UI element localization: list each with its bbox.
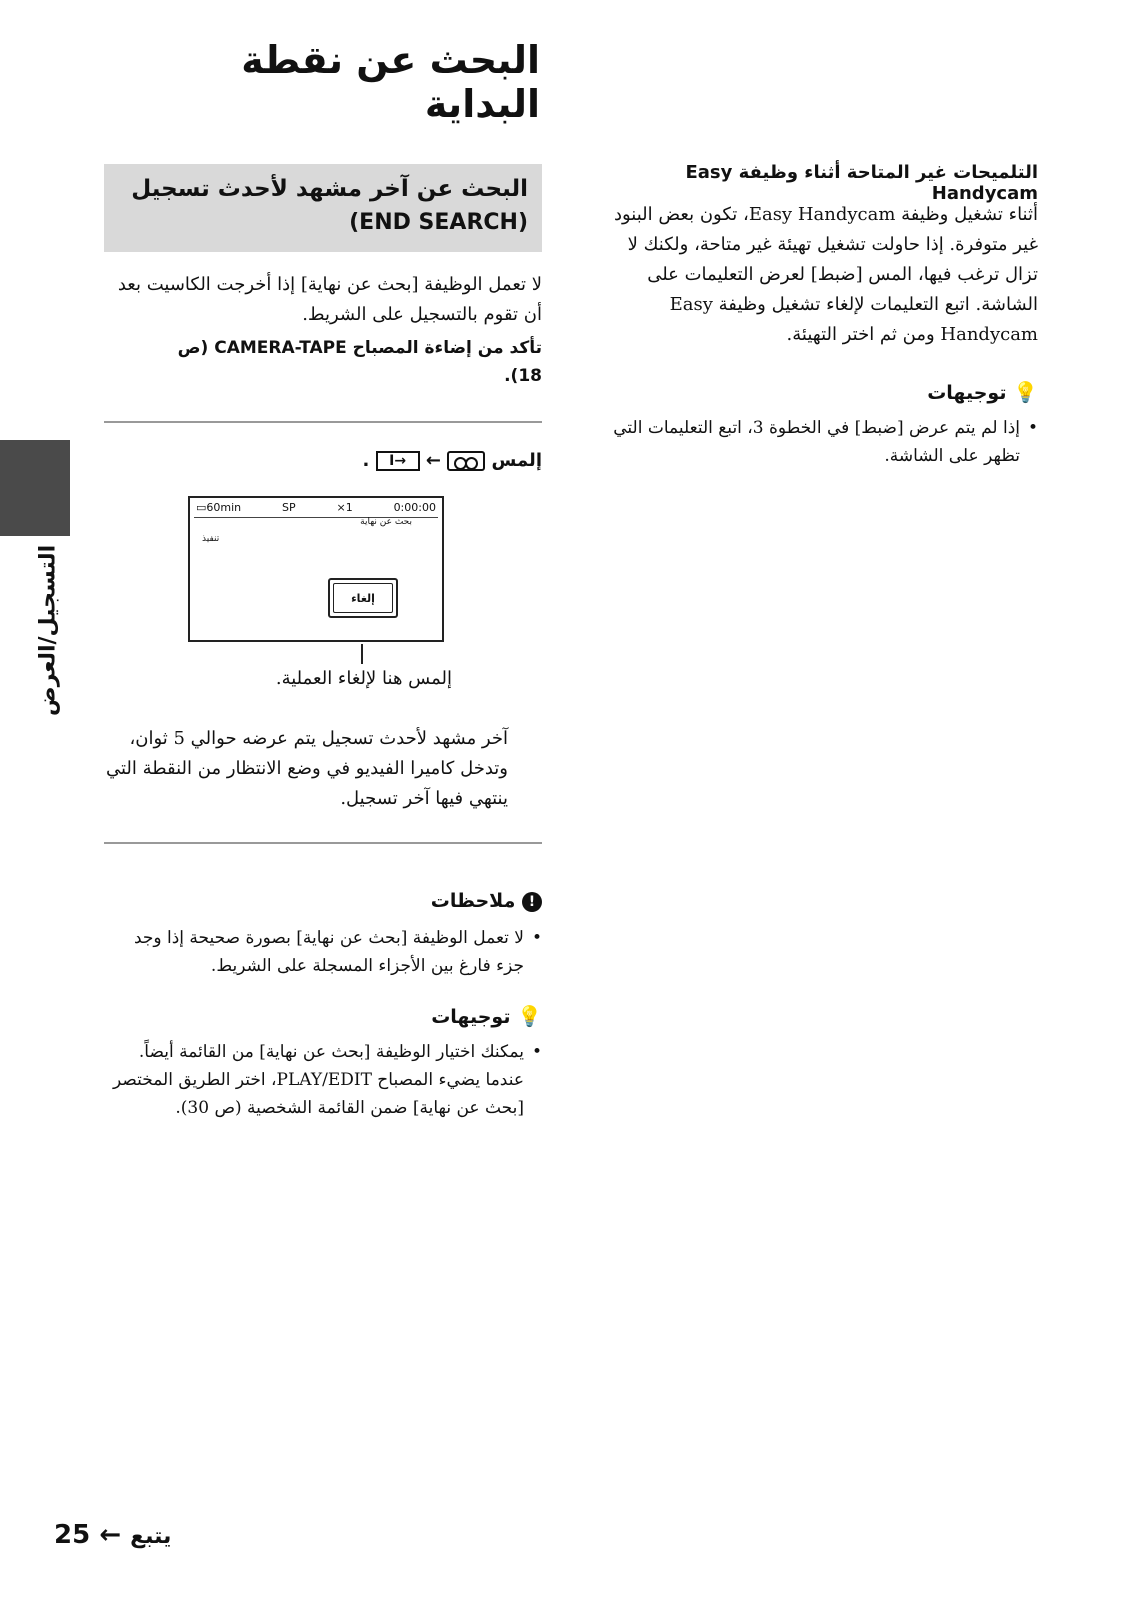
lcd-screen-illustration xyxy=(188,496,444,642)
end-search-result: آخر مشهد لأحدث تسجيل يتم عرضه حوالي 5 ثوان، وتدخل كاميرا الفيديو في وضع الانتظار من النقطة التي ينتهي فيها آخر تسجيل. xyxy=(105,728,508,809)
notes-heading-row xyxy=(104,890,542,912)
easy-handycam-heading: التلميحات غير المتاحة أثناء وظيفة Easy Handycam xyxy=(685,162,1038,204)
page-number: 25 xyxy=(54,1520,91,1550)
lcd-status-bar xyxy=(196,501,436,515)
callout-line xyxy=(361,644,363,664)
right-tips-heading-row xyxy=(608,380,1038,404)
end-search-intro: لا تعمل الوظيفة [بحث عن نهاية] إذا أخرجت الكاسيت بعد أن تقوم بالتسجيل على الشريط. xyxy=(117,274,542,325)
confirm-lamp-line1: تأكد من إضاءة المصباح CAMERA-TAPE (ص xyxy=(177,338,542,358)
tip-item: • إذا لم يتم عرض [ضبط] في الخطوة 3، اتبع التعليمات التي تظهر على الشاشة. xyxy=(608,414,1038,470)
right-tips-heading: توجيهات xyxy=(927,382,1007,404)
warning-icon: ! xyxy=(522,892,542,912)
end-search-title: البحث عن آخر مشهد لأحدث تسجيل xyxy=(131,176,528,202)
end-search-icon: →I xyxy=(376,451,420,471)
divider xyxy=(104,842,542,844)
divider xyxy=(104,421,542,423)
confirm-lamp-line2: 18). xyxy=(504,366,542,386)
sp-indicator: SP xyxy=(282,501,296,514)
tips-heading-row xyxy=(104,1004,542,1028)
arrow-icon: ← xyxy=(425,450,441,471)
confirm-lamp-note xyxy=(104,334,542,390)
lcd-cancel-button[interactable]: إلغاء xyxy=(328,578,398,618)
end-search-subtitle: (END SEARCH) xyxy=(349,210,528,235)
lcd-exec-label: تنفيذ xyxy=(202,534,220,544)
tips-list xyxy=(104,1038,542,1122)
lightbulb-icon: 💡 xyxy=(517,1004,542,1028)
tape-icon xyxy=(447,451,485,471)
touch-prefix: إلمس xyxy=(491,450,542,471)
section-label: التسجيل/العرض xyxy=(35,544,61,716)
lcd-header: بحث عن نهاية xyxy=(360,517,412,527)
time-counter: 0:00:00 xyxy=(393,501,436,514)
speed-indicator: ×1 xyxy=(336,501,353,514)
cancel-caption: إلمس هنا لإلغاء العملية. xyxy=(275,668,452,689)
notes-heading: ملاحظات xyxy=(430,890,516,912)
page-title: البحث عن نقطة البداية xyxy=(241,38,540,126)
lightbulb-icon: 💡 xyxy=(1013,380,1038,404)
section-tab xyxy=(0,440,70,536)
continue-arrow-icon: ← xyxy=(99,1520,122,1550)
touch-period: . xyxy=(362,450,370,471)
page-footer xyxy=(54,1520,171,1550)
tip-item: • يمكنك اختيار الوظيفة [بحث عن نهاية] من القائمة أيضاً. عندما يضيء المصباح PLAY/EDIT، اختر الطريق المختصر [بحث عن نهاية] ضمن القائمة الشخصية (ص 30). xyxy=(104,1038,542,1122)
end-search-heading-box xyxy=(104,164,542,252)
easy-handycam-body: أثناء تشغيل وظيفة Easy Handycam، تكون بعض البنود غير متوفرة. إذا حاولت تشغيل تهيئة غير متاحة، ولكنك لا تزال ترغب فيها، المس [ضبط] لعرض التعليمات على الشاشة. اتبع التعليمات لإلغاء تشغيل وظيفة Easy Handycam ومن ثم اختر التهيئة. xyxy=(613,204,1038,345)
right-tips-list xyxy=(608,414,1038,470)
note-item: • لا تعمل الوظيفة [بحث عن نهاية] بصورة صحيحة إذا وجد جزء فارغ بين الأجزاء المسجلة على الشريط. xyxy=(104,924,542,980)
battery-indicator: ▭60min xyxy=(196,501,242,514)
notes-list xyxy=(104,924,542,980)
tips-heading: توجيهات xyxy=(431,1006,511,1028)
touch-instruction xyxy=(104,450,542,471)
continued-label: يتبع xyxy=(130,1524,172,1549)
